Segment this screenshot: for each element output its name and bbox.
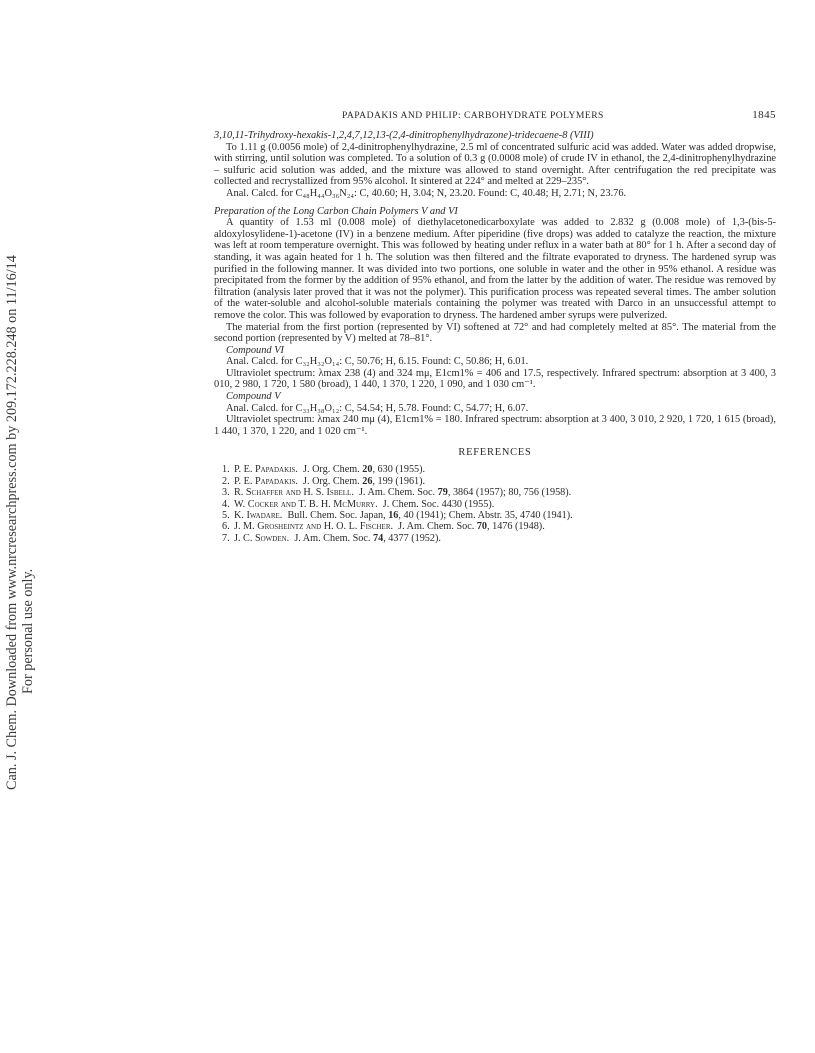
section-heading-polymers: Preparation of the Long Carbon Chain Polymers V and VI [214, 205, 458, 217]
reference-list [214, 464, 776, 544]
section-viii-analysis: Anal. Calcd. for C₄₈H₄₄O₃₆N₂₄: C, 40.60; H, 3.04; N, 23.20. Found: C, 40.48; H, 2.71; N, 23.76. [226, 187, 627, 199]
reference-item: 3. R. Schaffer and H. S. Isbell. J. Am. Chem. Soc. 79, 3864 (1957); 80, 756 (1958). [222, 487, 572, 499]
compound-v-label: Compound V [226, 391, 281, 403]
reference-item: 7. J. C. Sowden. J. Am. Chem. Soc. 74, 4377 (1952). [222, 532, 441, 544]
reference-item: 4. W. Cocker and T. B. H. McMurry. J. Chem. Soc. 4430 (1955). [222, 498, 495, 510]
reference-item: 1. P. E. Papadakis. J. Org. Chem. 20, 630 (1955). [222, 464, 426, 476]
running-head [214, 110, 776, 124]
reference-item: 6. J. M. Grosheintz and H. O. L. Fischer. J. Am. Chem. Soc. 70, 1476 (1948). [222, 521, 545, 533]
section-viii-body: To 1.11 g (0.0056 mole) of 2,4-dinitrophenylhydrazine, 2.5 ml of concentrated sulfuric acid was added. Water was added dropwise, with stirring, until solution was completed. To a solution of 0.3 g (0.0008 mole) of crude IV in ethanol, the 2,4-dinitrophenylhydrazine – sulfuric acid solution was added, and the mixture was allowed to stand overnight. After centrifugation the red precipitate was collected and recrystallized from 95% alcohol. It sintered at 224° and melted at 229–235°. [214, 141, 776, 188]
reference-item: 2. P. E. Papadakis. J. Org. Chem. 26, 199 (1961). [222, 475, 426, 487]
polymers-procedure-paragraph: A quantity of 1.53 ml (0.008 mole) of diethylacetonedicarboxylate was added to 2.832 g (0.008 mole) of 1,3-(bis-5-aldoxylosylidene-1)-acetone (IV) in a benzene medium. After piperidine (five drops) was added to catalyze the reaction, the mixture was left at room temperature overnight. This was followed by heating under reflux in a water bath at 80° for 1 h. After a second day of standing, it was again heated for 1 h. The solution was then filtered and the filtrate evaporated to dryness. The hardened syrup was purified in the following manner. It was divided into two portions, one soluble in water and the other in 95% ethanol. A residue was precipitated from the former by the addition of 95% ethanol, and from the latter by the addition of water. The residue was removed by filtration (analysis later proved that it was not the polymer). This purification process was repeated several times. The amber solution of the water-soluble and alcohol-soluble materials containing the polymer was treated with Darco in an unsuccessful attempt to remove the color. This was followed by evaporation to dryness. The hardened amber syrups were pulverized. [214, 217, 776, 321]
compound-vi-analysis: Anal. Calcd. for C₃₂H₃₂O₁₄: C, 50.76; H, 6.15. Found: C, 50.86; H, 6.01. [226, 356, 529, 368]
compound-vi-label: Compound VI [226, 344, 285, 356]
running-head-title: PAPADAKIS AND PHILIP: CARBOHYDRATE POLYMERS [342, 110, 604, 121]
page-number: 1845 [752, 109, 776, 121]
references-heading: REFERENCES [458, 447, 532, 459]
watermark-line-1: Can. J. Chem. Downloaded from www.nrcresearchpress.com by 209.172.228.248 on 11/16/14 [4, 255, 20, 790]
compound-v-spectrum: Ultraviolet spectrum: λmax 240 mμ (4), E1cm1% = 180. Infrared spectrum: absorption at 3 400, 3 010, 2 920, 1 720, 1 615 (broad), 1 440, 1 370, 1 220, and 1 020 cm⁻¹. [214, 414, 776, 437]
download-watermark [4, 255, 36, 790]
polymers-melting-paragraph: The material from the first portion (represented by VI) softened at 72° and had completely melted at 85°. The material from the second portion (represented by V) melted at 78–81°. [214, 321, 776, 345]
section-heading-viii: 3,10,11-Trihydroxy-hexakis-1,2,4,7,12,13-(2,4-dinitrophenylhydrazone)-tridecaene-8 (VIII) [214, 130, 594, 141]
compound-v-analysis: Anal. Calcd. for C₃₃H₃₈O₁₂: C, 54.54; H, 5.78. Found: C, 54.77; H, 6.07. [226, 402, 529, 414]
watermark-line-2: For personal use only. [20, 568, 36, 694]
compound-vi-spectrum: Ultraviolet spectrum: λmax 238 (4) and 324 mμ, E1cm1% = 406 and 17.5, respectively. Infrared spectrum: absorption at 3 400, 3 010, 2 980, 1 720, 1 580 (broad), 1 440, 1 370, 1 220, 1 090, and 1 030 cm⁻¹. [214, 367, 776, 391]
reference-item: 5. K. Iwadare. Bull. Chem. Soc. Japan, 16, 40 (1941); Chem. Abstr. 35, 4740 (1941). [222, 510, 573, 522]
article-body [214, 110, 776, 544]
